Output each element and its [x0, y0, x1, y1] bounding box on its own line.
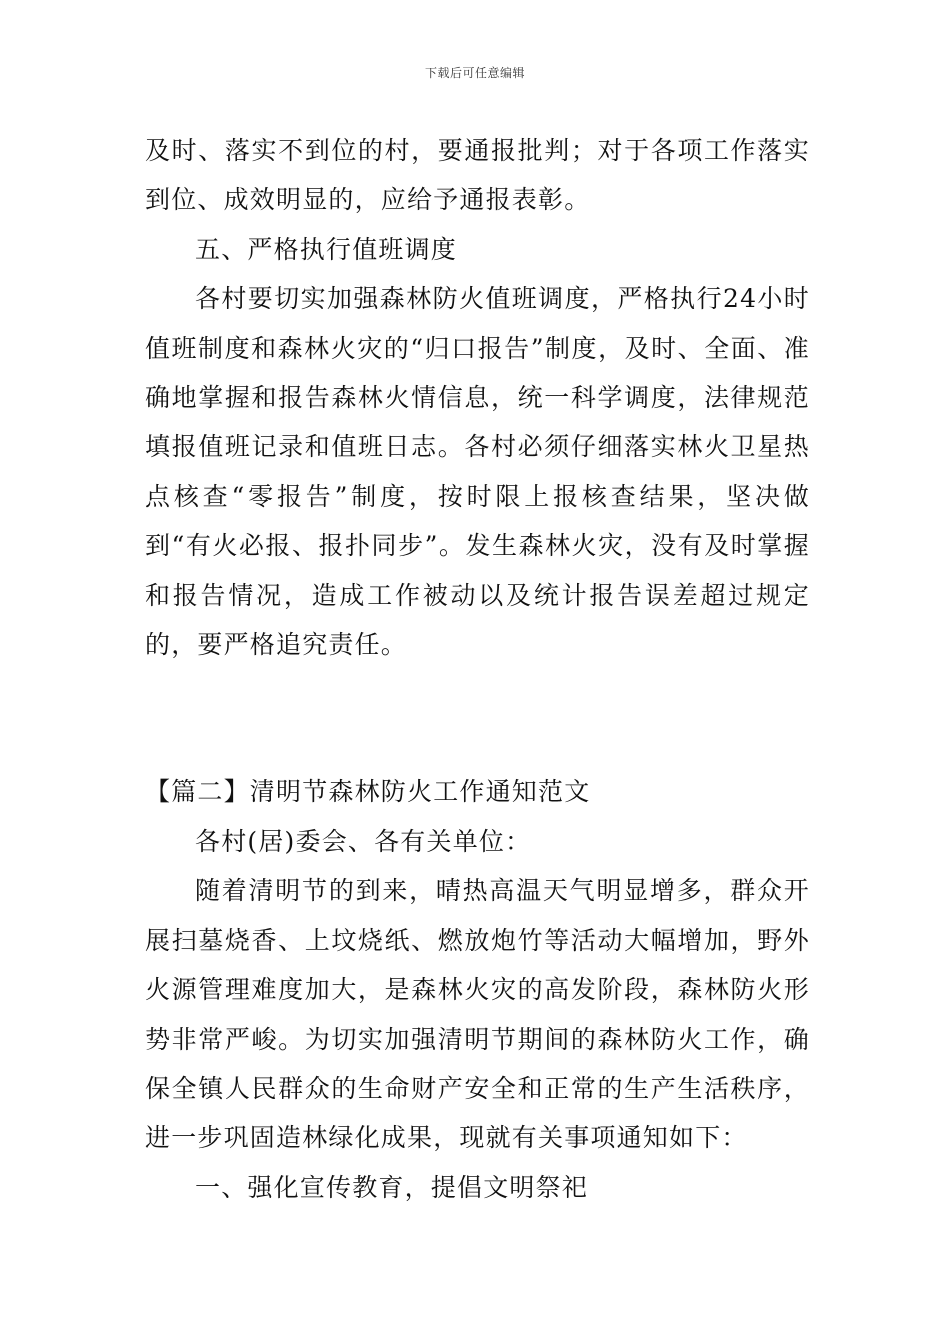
salutation: 各村(居)委会、各有关单位： [195, 826, 532, 856]
page-header-note: 下载后可任意编辑 [424, 66, 525, 80]
section-heading-one: 一、强化宣传教育，提倡文明祭祀 [195, 1172, 589, 1202]
paragraph-duty-scheduling: 各村要切实加强森林防火值班调度，严格执行24小时值班制度和森林火灾的“归口报告”制度，及时、全面、准确地掌握和报告森林火情信息，统一科学调度，法律规范填报值班记录和值班日志。各村必须仔细落实林火卫星热点核查“零报告”制度，按时限上报核查结果，坚决做到“有火必报、报扑同步”。发生森林火灾，没有及时掌握和报告情况，造成工作被动以及统计报告误差超过规定的，要严格追究责任。 [145, 284, 810, 660]
paragraph-introduction: 随着清明节的到来，晴热高温天气明显增多，群众开展扫墓烧香、上坟烧纸、燃放炮竹等活动大幅增加，野外火源管理难度加大，是森林火灾的高发阶段，森林防火形势非常严峻。为切实加强清明节期间的森林防火工作，确保全镇人民群众的生命财产安全和正常的生产生活秩序，进一步巩固造林绿化成果，现就有关事项通知如下： [145, 876, 810, 1153]
paragraph-continuation: 及时、落实不到位的村，要通报批判；对于各项工作落实到位、成效明显的，应给予通报表彰。 [145, 136, 810, 215]
section-spacer [145, 669, 810, 767]
document-body [145, 126, 810, 1212]
section-heading-five: 五、严格执行值班调度 [195, 234, 458, 264]
article-title-part-two: 【篇二】清明节森林防火工作通知范文 [145, 777, 591, 807]
